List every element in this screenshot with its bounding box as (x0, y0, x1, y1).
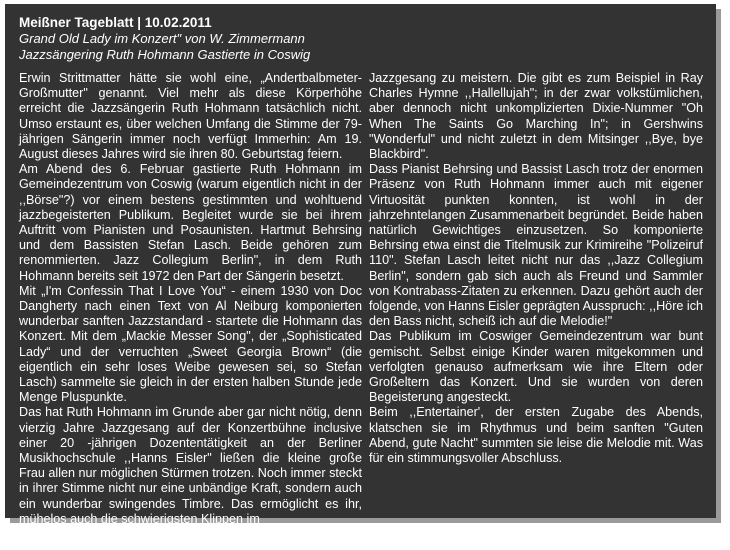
paragraph: Erwin Strittmatter hätte sie wohl eine, „Andertbalbmeter-Großmutter" genannt. Viel mehr als diese Körperhöhe erreicht die Jazzsängerin Ruth Hohmann tatsächlich nicht. Umso erstaunt es, über welchen Umfang die Stimme der 79-jährigen Sängerin immer noch verfügt Immerhin: Am 19. August dieses Jahres wird sie ihren 80. Geburtstag feiern. (19, 71, 362, 162)
paragraph: Jazzgesang zu meistern. Die gibt es zum Beispiel in Ray Charles Hymne ,,Hallellujah"; in der zwar volkstümlichen, aber dennoch nicht unkomplizierten Dixie-Nummer "Oh When The Saints Go Marching In"; in Gershwins "Wonderful" und nicht zuletzt in dem Mitsinger ,,Bye, bye Blackbird". (369, 71, 703, 162)
paragraph: Das Publikum im Coswiger Gemeindezentrum war bunt gemischt. Selbst einige Kinder waren mitgekommen und verfolgten genauso aufmerksam wie ihre Eltern oder Großeltern das Konzert. Und sie wurden von deren Begeisterung angesteckt. (369, 329, 703, 405)
paragraph: Am Abend des 6. Februar gastierte Ruth Hohmann im Gemeindezentrum von Coswig (warum eigentlich nicht in der ,,Börse"?) vor einem bestens gestimmten und wohltuend jazzbegeisterten Publikum. Begleitet wurde sie bei ihrem Auftritt vom Pianisten und Posaunisten. Hartmut Behrsing und dem Bassisten Stefan Lasch. Beide gehören zum renommierten. Jazz Collegium Berlin", in dem Ruth Hohmann bereits seit 1972 den Part der Sängerin besetzt. (19, 162, 362, 283)
paragraph: Mit „I'm Confessin That I Love You“ - einem 1930 von Doc Dangherty nach einen Text von Al Neiburg komponierten wunderbar sanften Jazzstandard - startete die Hohmann das Konzert. Mit dem „Mackie Messer Song", der „Sophisticated Lady“ und der verruchten „Sweet Georgia Brown“ (die eigentlich ein sehr loses Weibe gewesen sei, so Stefan Lasch) sammelte sie gleich in der ersten halben Stunde jede Menge Pluspunkte. (19, 283, 362, 405)
article-column-right (369, 71, 703, 466)
headline: Meißner Tageblatt | 10.02.2011 (19, 15, 212, 30)
paragraph: Beim ,,Entertainer', der ersten Zugabe des Abends, klatschen sie im Rhythmus und beim sanften "Guten Abend, gute Nacht" summten sie leise die Melodie mit. Was für ein stimmungsvoller Abschluss. (369, 405, 703, 466)
subtitle: Grand Old Lady im Konzert" von W. Zimmermann (19, 31, 305, 46)
paragraph: Dass Pianist Behrsing und Bassist Lasch trotz der enormen Präsenz von Ruth Hohmann immer auch mit eigener Virtuosität punkten konnten, ist wohl in der jahrzehntelangen Zusammenarbeit begründet. Beide haben natürlich Gewichtiges einzusetzen. So komponierte Behrsing etwa einst die Titelmusik zur Krimireihe "Polizeiruf 110". Stefan Lasch leitet nicht nur das ,,Jazz Collegium Berlin", sondern gab sich auch als Freund und Sammler von Kontrabass-Zitaten zu erkennen. Dazu gehört auch der folgende, von Hanns Eisler geprägten Ausspruch: ,,Höre ich den Bass nicht, scheiß ich auf die Melodie!" (369, 162, 703, 329)
paragraph: Das hat Ruth Hohmann im Grunde aber gar nicht nötig, denn vierzig Jahre Jazzgesang auf der Konzertbühne inclusive einer 20 -jährigen Dozententätigkeit an der Berliner Musikhochschule ,,Hanns Eisler" ließen die kleine große Frau allen nur möglichen Stürmen trotzen. Noch immer steckt in ihrer Stimme nicht nur eine unbändige Kraft, sondern auch ein wunderbar swingendes Timbre. Das ermöglicht es ihr, mühelos auch die schwierigsten Klippen im (19, 405, 362, 526)
article-column-left (19, 71, 362, 527)
article-header (19, 15, 709, 63)
article-panel (5, 4, 716, 526)
subtitle-secondary: Jazzsängering Ruth Hohmann Gastierte in Coswig (19, 47, 311, 62)
